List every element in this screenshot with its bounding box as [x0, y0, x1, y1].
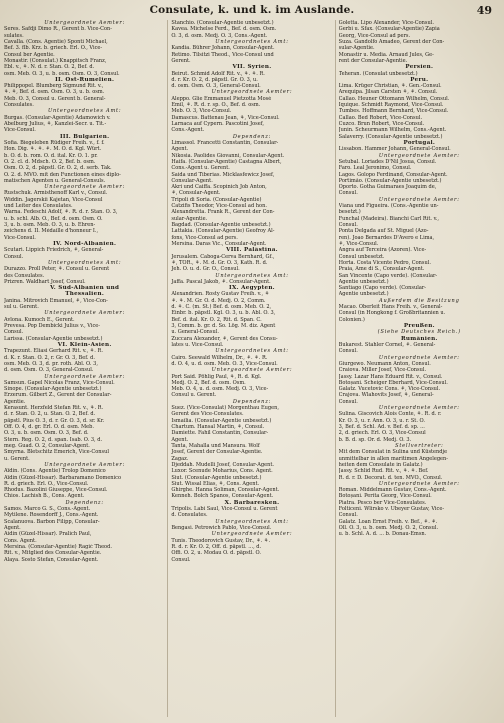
entry-line: Cuzco. Brun Robert, Vice-Consul.: [338, 121, 425, 127]
entry-line: Widdin. Jagerskii Kajetan, Vice-Consul: [4, 196, 103, 203]
entry-line: Meb. O. 3, Consul u. Gerent b. General-: [4, 95, 106, 102]
entry-line: u. Gerent.: [4, 455, 30, 462]
section-heading: Thessalien.: [65, 291, 105, 298]
entry-line: Meb. O. 4, u. d. osm. Medj. O. 3, Vice-: [171, 386, 269, 393]
entry-line: Port Said. Pöhlig Paul, ⚘, R. d. Kgl.: [171, 373, 262, 380]
entry-line: ren). Joao Bernardes D'Avero e Lima,: [338, 234, 435, 241]
entry-line: matischen Agenten u. General-Consuls.: [4, 177, 106, 184]
entry-line: Vice-Consul.: [4, 127, 36, 134]
entry-line: Sulina. Giscovich Alois Conte, ⚘. R. d. r.: [338, 411, 442, 418]
entry-line: Portimão. (Consular-Agentie unbesetzt.): [338, 177, 442, 184]
entry-line: Consul.: [338, 348, 358, 355]
entry-line: Consul.: [338, 190, 358, 197]
entry-line: des Consulates.: [4, 272, 45, 279]
entry-line: Sinope. (Consular-Agentie unbesetzt.): [4, 386, 102, 393]
entry-line: Botoșani. Perita Georg, Vice-Consul.: [338, 493, 432, 500]
entry-line: sulates.: [4, 32, 24, 39]
entry-line: Hon. Dig. ⚘. ⚘. ⚘. M. O. d. Kgl. Würt.: [4, 146, 102, 153]
entry-line: Limassol. Francetti Constantin, Consular-: [171, 139, 279, 146]
entry-line: Agent.: [171, 146, 189, 153]
entry-line: Mersina. (Consular-Agentie) Ragić Theod.: [4, 543, 112, 550]
entry-line: Ghirghe. Hanna Soliman, Consular-Agent.: [171, 487, 280, 494]
entry-line: Haifa. (Consular-Agentie) Castagna Albert,: [171, 158, 282, 165]
entry-line: sular-Agentie.: [338, 45, 375, 52]
subsection-label: Untergeordnete Aemter:: [44, 184, 126, 191]
entry-line: Viana und Figueira. (Cons.-Agentie un-: [338, 203, 439, 210]
column-middle: [171, 20, 335, 717]
entry-line: Jassy. Schlid Rud. Rit. v., ⚘. ⚘. Bef.: [338, 468, 429, 475]
entry-line: Agent.: [4, 525, 21, 531]
entry-line: Roman. Middelmann Gustav, Cons.-Agent.: [338, 487, 447, 494]
entry-line: Aïdin. (Cons. Agentie) Trolop Domenico: [4, 468, 106, 475]
entry-line: osm. Meb. O. 3, d. pr. roth. Abl. O. 3,: [4, 360, 98, 367]
entry-line: ⚘. ⚘, Bef. d. osm. Osm. O. 3, u. b. osm.: [4, 89, 105, 96]
entry-line: Trapezunt. Eliasi Gerhard Rit. v., ⚘. R.: [4, 348, 103, 355]
entry-line: Callao. Heuner Ottomann Wilhelm, Consul.: [338, 95, 450, 102]
entry-line: Consul.: [4, 253, 24, 260]
entry-line: Avlona. Kumoch E., Gerent.: [4, 316, 75, 323]
entry-line: Cavalla. (Cons. Agentie) Sponti Michael,: [4, 38, 108, 45]
entry-line: Akri und Caiffa. Scopinich Job Anton,: [171, 184, 267, 191]
entry-line: u. b. Schl. A. d. ... b. Donau-Emsn.: [338, 531, 427, 538]
entry-line: Erzerum. Gilbert Z., Gerent der Consular-: [4, 392, 112, 399]
entry-line: osm. Meb. O. 3, u. b. osm. Osm. O. 3, Consul.: [4, 70, 120, 77]
entry-line: Kenneh. Bolch Spanos, Consular-Agent.: [171, 493, 274, 500]
entry-line: Bukarest. Stahler Cornel, ⚘. General-: [338, 341, 436, 348]
entry-line: Cons.-Agent u. Gerent.: [171, 165, 230, 172]
subsection-label: Stellvertreter:: [395, 442, 444, 449]
entry-line: Horta. Costa Vicente Pedro, Consul.: [338, 259, 431, 266]
entry-line: Arequipa. Jilsan Carsten ⚘, ⚘. Consul.: [338, 89, 438, 96]
entry-line: Samsun. Gapel Nicolas Franz, Vice-Consul.: [4, 379, 115, 386]
entry-line: O. 3, u. b. osm. Osm. O. 3, Bef. d.: [4, 430, 89, 437]
entry-line: 3, Bef. d. Schl. Ad. v. Bef. d. sp. ...: [338, 424, 425, 430]
entry-line: Jerusalem. Caboga-Cerva Bernhard, Gf.,: [171, 253, 275, 260]
entry-line: Off. O. 4, d. gr. Erl. O. d. osm. Meb.: [4, 424, 94, 430]
entry-line: Giurgewo. Neumann Anton, Consul.: [338, 360, 431, 367]
entry-line: O. 2. d. MVO. mit den Functionen eines diplo-: [4, 171, 121, 178]
entry-line: Angra auf Terceira (Azoren). Vice-: [338, 247, 427, 254]
entry-line: Beirut. Schmid Adolf Rit. v., ⚘. ⚘. R.: [171, 70, 265, 77]
entry-line: d. osm. Osm. O. 3, General-Consul.: [4, 367, 94, 374]
entry-line: Tumbes. Hoffmann Bernhard, Vice-Consul.: [338, 108, 449, 115]
entry-line: Offi. O. 2, u. Modau O. d. päpstl. O.: [171, 550, 261, 557]
entry-line: Scalanuova. Barbon Filipp, Consular-: [4, 518, 100, 525]
entry-line: Lima. Krüger Christian, ⚘. Gen.-Consul.: [338, 83, 442, 90]
entry-line: Gerent des Vice-Consulates.: [171, 411, 244, 418]
entry-line: unmittelbar in allen maritimen Angelegen-: [338, 455, 448, 462]
section-heading: VIII. Palästina.: [226, 247, 278, 254]
entry-line: Mytilene. Rosendorff J., Cons.-Agent.: [4, 512, 99, 519]
entry-line: Kr. O. 3, u. r. Ann. O. 3, u. r. St. O.: [338, 417, 425, 424]
subsection-label: Außerdem die Besitzung: [379, 297, 460, 304]
entry-line: Suez. (Vice-Consulat) Morgenthau Eugen,: [171, 405, 279, 412]
entry-line: Philippopel. Blumberg Sigmund Rit. v.,: [4, 83, 104, 90]
subsection-label: Untergeordnetes Amt:: [215, 272, 289, 279]
entry-line: Consul u. Gerent.: [171, 392, 217, 399]
entry-line: Jaffa. Pascal Jakob, ⚘. Consular-Agent.: [171, 278, 271, 285]
entry-line: Tripoli di Soria. (Consular-Agentie): [171, 196, 262, 203]
entry-line: Einbr. b. päpstl. Kgl. O. 3, u. b. Abl. O. 3,: [171, 310, 276, 317]
entry-line: Kandia. Bührer Johann, Consular-Agent.: [171, 45, 275, 52]
entry-line: Funchal (Madeira). Bianchi Carl Rit. v.,: [338, 215, 440, 222]
entry-line: Catzifis Theodor, Vice-Consul ad hon.: [171, 203, 267, 210]
entry-line: Larissa. (Consular-Agentie unbesetzt.): [4, 335, 103, 342]
entry-line: Iquique. Schmidt Raymond, Vice-Consul.: [338, 102, 444, 109]
subsection-label: Untergeordnetes Amt:: [215, 38, 289, 45]
entry-line: Consul.: [338, 512, 358, 519]
entry-line: Agentie unbesetzt.): [338, 278, 389, 285]
entry-line: Aïdin (Güzel-Hissar). Barbaramano Domenico: [4, 474, 122, 481]
entry-line: d. ⚘. C. (m. St.) Bef. d. osm. Meb. O. 2,: [171, 304, 272, 311]
entry-line: Siut. (Consular-Agentie unbesetzt.): [171, 474, 262, 481]
section-heading: III. Bulgarien.: [59, 133, 110, 140]
entry-line: Siut. Wissal Elias, ⚘, Cons. Agent.: [171, 480, 260, 487]
entry-line: Kavea. Michelse Ferd., Bef. d. osm. Osm.: [171, 26, 277, 33]
entry-line: u. General-Consul.: [171, 329, 219, 336]
section-heading: VI. Klein-Asien.: [57, 341, 112, 348]
entry-line: Bengasi. Petrowich Pablo, Vice-Consul.: [171, 525, 272, 531]
entry-line: Zagaz.: [171, 455, 189, 462]
subsection-label: Dependenz:: [65, 499, 104, 506]
subsection-label: Untergeordnete Aemter:: [44, 20, 126, 26]
entry-line: lates u. Vice-Consul.: [171, 341, 224, 348]
entry-line: R. d. griech. Erl. O., Vice-Consul.: [4, 480, 89, 487]
subsection-label: Untergeordnete Aemter:: [211, 367, 293, 374]
entry-line: Rhodus. Bazolini Giuseppe, Vice-Consul.: [4, 487, 108, 494]
subsection-label: Untergeordnetes Amt:: [47, 108, 122, 115]
entry-line: Setubal. Loriades D'Nil Josua, Consul.: [338, 158, 437, 165]
entry-line: Alaya. Sosto Stefan, Consular-Agent.: [4, 556, 99, 563]
section-heading: IX. Aegypten.: [229, 285, 275, 292]
entry-line: sul u. Gerent.: [4, 304, 39, 311]
entry-line: Consul.: [4, 329, 24, 336]
entry-line: Praia, Ame di S., Consular-Agent.: [338, 266, 425, 273]
entry-line: Warna. Fedeschi Adolf, ⚘. R. d. r. Stan. O. 3,: [4, 209, 118, 216]
entry-line: Botoșani. Scheiger Eberhard, Vice-Consul.: [338, 379, 448, 386]
subsection-label: Untergeordnetes Amt:: [47, 259, 122, 266]
page-header: [6, 4, 498, 20]
subsection-label: (Siehe Deutsches Reich.): [377, 329, 461, 336]
entry-line: R. d. r. D. Decorat. d. ten. MVO., Consul.: [338, 474, 443, 481]
column-right: [339, 20, 502, 717]
entry-line: Chartum. Hansal Martin, ⚘, Consul.: [171, 424, 265, 430]
entry-line: Galatz. Vucetovic Cons. ⚘, Vice-Consul.: [338, 386, 441, 393]
entry-line: Rustschuk. Armisthenoff Karl v., Consul.: [4, 190, 108, 197]
entry-line: San Vincente (Capo verde). (Consular-: [338, 272, 438, 279]
entry-line: Saida und Tiberias. Micklasfewicz Josef,: [171, 171, 275, 178]
subsection-label: Untergeordnete Aemter:: [378, 405, 460, 412]
entry-line: meg. Guad. O. 2, Consular-Agent.: [4, 442, 90, 449]
entry-line: sular-Agentie.: [171, 215, 208, 222]
entry-line: Emil, ⚘. R. d. r. sp. O., Bef. d. osm.: [171, 102, 261, 109]
subsection-label: Untergeordnete Aemter:: [44, 461, 126, 468]
section-heading: II. Ost-Rumelien.: [55, 76, 115, 83]
entry-line: Folticeni. Wlirsko v. Ubeyer Gustav, Vice-: [338, 506, 445, 513]
entry-line: Kerasunt. Herzfeld Stefan Rit. v., ⚘. R.: [4, 405, 104, 412]
entry-line: Chios. Lachish B., Cons. Agent.: [4, 493, 85, 500]
entry-line: Colonien.): [338, 316, 365, 323]
entry-line: Sofia. Biegeleben Rüdiger Freih. v., f. f.: [4, 139, 105, 146]
entry-line: Salaverry. (Consular-Agentie unbesetzt.): [338, 133, 443, 140]
entry-line: Josef, Gerent der Consular-Agentie.: [171, 449, 263, 456]
entry-line: Consul (in Hongkong f. Großbritannien u.: [338, 310, 446, 317]
entry-line: und Leiter des Consulates.: [4, 203, 73, 210]
entry-line: ⚘. ⚘. M. Gr. O. d. Medj. O. 2, Comm.: [171, 297, 266, 304]
column-left: [4, 20, 168, 717]
entry-line: Burgas. (Consular-Agentie) Adamowich v.: [4, 114, 111, 121]
entry-line: rent der Consular-Agentie.: [338, 57, 408, 64]
entry-line: d. r. Stan. O. 2, u. Stan. O. 2, Bef. d.: [4, 411, 96, 418]
entry-line: Medj. O. 2, Bef. d. osm. Osm.: [171, 379, 246, 386]
subsection-label: Untergeordnete Aemter:: [44, 373, 126, 380]
entry-line: Goletta. Lipo Alexander, Vice-Consul.: [338, 20, 434, 26]
entry-line: Luxor. Scenude Moharius, Cons. Agent.: [171, 468, 273, 475]
section-heading: IV. Nord-Albanien.: [53, 240, 117, 247]
entry-line: Oporto. Gotha Guimaraes Joaquim de,: [338, 184, 437, 191]
entry-line: 2, d. griech. Erl. O. 3, Vice-Consul: [338, 430, 426, 437]
entry-line: R. d. r. Kr. O. 2, Off. d. päpstl. ..., d.: [171, 543, 262, 550]
entry-line: Damascus. Battenau Jean, ⚘, Vice-Consul.: [171, 114, 280, 121]
entry-line: Tanta, Mahalla und Mansura. Wolf: [171, 442, 260, 449]
section-heading: Peru.: [410, 76, 429, 83]
text-columns: [4, 20, 502, 717]
entry-line: Stanchio. (Consular-Agentie unbesetzt.): [171, 20, 274, 26]
entry-line: Alexandretta. Frank R., Gerent der Con-: [171, 209, 275, 216]
entry-line: Nikosia. Paolides Giovanni, Consular-Agent.: [171, 152, 285, 159]
entry-line: Ismailia. (Consular-Agentie unbesetzt.): [171, 417, 272, 424]
entry-line: Faro. Leal Jeronimo, Consul.: [338, 165, 412, 172]
entry-line: Aleppo. Glie Emmanuel Pietzotta Mosé: [171, 95, 272, 102]
entry-line: Monastir u. Media. Arnaud Jules, Ge-: [338, 51, 434, 58]
entry-line: Janina. Mitrovich Emanuel, ⚘, Vice-Con-: [4, 297, 108, 304]
entry-line: Consul unbesetzt.: [338, 253, 385, 260]
entry-line: Abelburg Julius, ⚘, Kanzlei-Secr. u. Tit.-: [4, 121, 107, 127]
entry-line: Callao. Bed Robert, Vice-Consul.: [338, 114, 423, 121]
entry-line: d. Consulates.: [171, 512, 208, 519]
subsection-label: Untergeordnetes Amt:: [215, 518, 289, 525]
entry-line: Jassy. Lazar Hans Eduard Rit. v., Consul.: [338, 373, 443, 380]
entry-line: Osm. O. 2, d. päpstl. Gr. O. 2, d. serb. Tak.: [4, 165, 112, 172]
entry-line: Smyrna. Bletschitz Emerich, Vice-Consul: [4, 449, 109, 456]
section-heading: Persien.: [405, 64, 434, 71]
entry-line: Oll. O. 3, u. b. osm. Medj. O. 2, Consul.: [338, 525, 439, 531]
entry-line: ⚘, TOR., ⚘. M. d. Gr. O. 3, Kath. R. d.: [171, 259, 268, 266]
subsection-label: Untergeordnete Aemter:: [211, 89, 293, 96]
entry-line: Prizren. Waldhart Josef, Consul.: [4, 278, 86, 285]
entry-line: ⚘, Consular-Agent.: [171, 190, 221, 197]
subsection-label: Untergeordnete Aemter:: [378, 480, 460, 487]
entry-line: Monastir. (Consulat.) Knappitsch Franz,: [4, 57, 107, 64]
entry-line: Stern. Reg. O. 2, d. span. Isab. O. 3, d.: [4, 436, 103, 443]
entry-line: Cons. Agent.: [4, 537, 37, 544]
subsection-label: Untergeordnetes Amt:: [215, 348, 289, 355]
subsection-label: Untergeordnete Aemter:: [378, 354, 460, 361]
entry-line: Bef. 3. flb. Krz. b. griech. Erl. O., Vice-: [4, 45, 103, 52]
entry-line: d. osm. Osm. O. 3, General-Consul.: [171, 83, 261, 90]
entry-line: Scutari. Lippich Friedrich, ⚘, General-: [4, 247, 104, 254]
entry-line: Prevesa. Pop Dembicki Julius v., Vice-: [4, 323, 100, 329]
entry-line: Junin. Scheurmann Wilhelm, Cons.-Agent.: [338, 127, 447, 134]
entry-line: Ebl. v., ⚘. N. d. r. Stan. O. 2, Bef. d.: [4, 64, 95, 71]
entry-line: Consul.: [171, 556, 191, 563]
entry-line: fons, Vice-Consul ad pers.: [171, 234, 238, 241]
section-heading: X. Barbaresken.: [224, 499, 280, 506]
entry-line: Vice-Consul.: [4, 234, 36, 241]
entry-line: Agent.: [171, 436, 189, 443]
entry-line: Piatra. Pesco ber Vice-Consulates.: [338, 499, 427, 506]
entry-line: Bagdad. (Consular-Agentie unbesetzt.): [171, 222, 271, 228]
entry-line: Teheran. (Consulat unbesetzt.): [338, 70, 418, 77]
entry-line: Ponta Delgada auf St. Miguel (Azo-: [338, 228, 429, 235]
subsection-label: Untergeordnete Aemter:: [378, 152, 460, 159]
entry-line: 3, Comm. b. gr. d. So. Lög. M. diz. Agent: [171, 323, 276, 329]
entry-line: d. r. Kr. O. 2, d. päpstl. Gr. O. 3, u.: [171, 76, 258, 83]
entry-line: O. 3, d. osm. Medj. O. 3, Cons.-Agent.: [171, 32, 268, 39]
entry-line: Consul.: [338, 222, 358, 228]
entry-line: Agentie.: [4, 398, 26, 405]
entry-line: d. O. 4, u. d. osm. Meb. O. 3, Vice-Consul.: [171, 360, 278, 367]
entry-line: Seres. Safdji Dimo R., Gerent b. Vice-Con-: [4, 26, 112, 33]
entry-line: Suza. Gandolfo Amadeo, Gerent der Con-: [338, 38, 445, 45]
entry-line: ⚘, Vice-Consul.: [338, 240, 379, 247]
section-heading: Portugal.: [403, 139, 436, 146]
entry-line: Consul.: [338, 398, 358, 405]
subsection-label: Untergeordnete Aemter:: [44, 310, 126, 317]
entry-line: zeichens d. II. Médaille d'honneur I.,: [4, 228, 99, 235]
entry-line: Cons.-Agent.: [171, 127, 205, 134]
subsection-label: Dependenz:: [232, 398, 272, 405]
entry-line: Tunis. Theodorovich Gustav, Dr., ⚘. ⚘.: [171, 537, 271, 544]
entry-line: Macao. Oberleit Hans Freih. v., General-: [338, 304, 443, 311]
entry-line: Lagos. Golopo Ferdinand, Consular-Agent.: [338, 171, 448, 178]
entry-line: päpstl. Pius O. 3, d. r. Gr. O. 3, d. sr. Kr.: [4, 417, 105, 424]
entry-line: besetzt.): [338, 209, 361, 216]
entry-line: Samos. Marco G. S., Cons.-Agent.: [4, 506, 91, 513]
section-heading: Preußen.: [403, 323, 435, 329]
entry-line: Consular-Agent.: [171, 177, 213, 184]
section-heading: VII. Syrien.: [232, 64, 272, 71]
entry-line: b. B. d. sp. Or. d. Medj. O. 3.: [338, 436, 412, 443]
section-heading: V. Süd-Albanien und: [50, 285, 120, 292]
entry-line: Crajova. Wlahovits Josef, ⚘, General-: [338, 392, 434, 399]
subsection-label: Dependenz:: [232, 133, 272, 140]
entry-line: Jeh. O. u. d. Gr. O., Consul.: [171, 266, 240, 273]
entry-line: Consul ber Agentie.: [4, 51, 55, 58]
entry-line: Lissabon. Hammer Johann, General-Consul.: [338, 146, 451, 153]
entry-line: Gerbi u. Sfax. (Consular-Agentie) Zapia: [338, 26, 440, 33]
entry-line: Galatz. Loan Ernst Freih. v. Bef., ⚘. ⚘.: [338, 518, 438, 525]
entry-line: Santiago (Capo verde). (Consular-: [338, 285, 426, 292]
subsection-label: Untergeordnete Aemter:: [211, 531, 293, 538]
entry-line: Rit. v., Mitglied des Consular-Agentie.: [4, 550, 102, 557]
entry-line: Damiette. Fahil Constantin, Consular-: [171, 430, 269, 437]
entry-line: Djeddah. Mudelli Josef, Consular-Agent.: [171, 461, 274, 468]
entry-line: Mit dem Consulat in Sulina und Küstendje: [338, 449, 448, 456]
entry-line: Larnaca auf Cypern. Pascotini Josef,: [171, 121, 265, 127]
page-number: 49: [476, 4, 492, 17]
entry-line: 3, u. b. osm. Meb. O. 3, u. b. Ehren-: [4, 222, 96, 228]
entry-line: Meb. O. 3, Vice-Consul.: [171, 108, 232, 115]
running-title: Consulate, k. und k. im Auslande.: [149, 4, 355, 16]
entry-line: b. O. d. b. rom. O. d. ital. Kr. O. 1. pr.: [4, 152, 98, 159]
entry-line: d. K. r. Stan. O. 2, r. Gr. O. 3, Bef. d.: [4, 354, 95, 361]
entry-line: Tripolis. Labi Saul, Vice-Consul u. Gerent: [171, 506, 278, 513]
section-heading: Rumänien.: [400, 335, 438, 342]
entry-line: Cairo. Seewald Wilhelm, Dr., ⚘. ⚘. R.: [171, 354, 268, 361]
entry-line: Alexandrien. Rosty Gustav Freih. v., ⚘: [171, 291, 270, 298]
entry-line: Mersina. Daras Vic., Consular-Agent.: [171, 240, 267, 247]
entry-line: O. 2. cl. d. Mdsch. O. 2, Bef. b. osm.: [4, 158, 96, 165]
entry-line: Consulates.: [4, 102, 34, 109]
entry-line: u. b. schl. Alb. O., Bef. d. osm. Osm. O.: [4, 215, 103, 222]
entry-line: Lattakia. (Consular-Agentie) Geofroy Al-: [171, 228, 275, 235]
entry-line: Durazzo. Proll Peter, ⚘. Consul u. Gerent: [4, 266, 110, 273]
entry-line: Zuccara Alexander, ⚘, Gerent des Consu-: [171, 335, 278, 342]
entry-line: Bef. d. ital. Kr. O. 2, Rit. d. Span. C.: [171, 316, 262, 323]
entry-line: Retimo. Tilsitzi Theod., Vice-Consul und: [171, 51, 274, 58]
subsection-label: Untergeordnete Aemter:: [378, 196, 460, 203]
entry-line: Aidin (Güzel-Hissar). Pralich Paul,: [4, 531, 92, 538]
entry-line: Georg, Vice-Consul ad pers.: [338, 32, 411, 39]
entry-line: Gerent.: [171, 57, 191, 64]
entry-line: Craiova. Miller Josef, Vice-Consul.: [338, 367, 427, 374]
entry-line: Agentie unbesetzt.): [338, 291, 389, 298]
entry-line: heiten dem Consulate in Galatz.): [338, 461, 423, 468]
